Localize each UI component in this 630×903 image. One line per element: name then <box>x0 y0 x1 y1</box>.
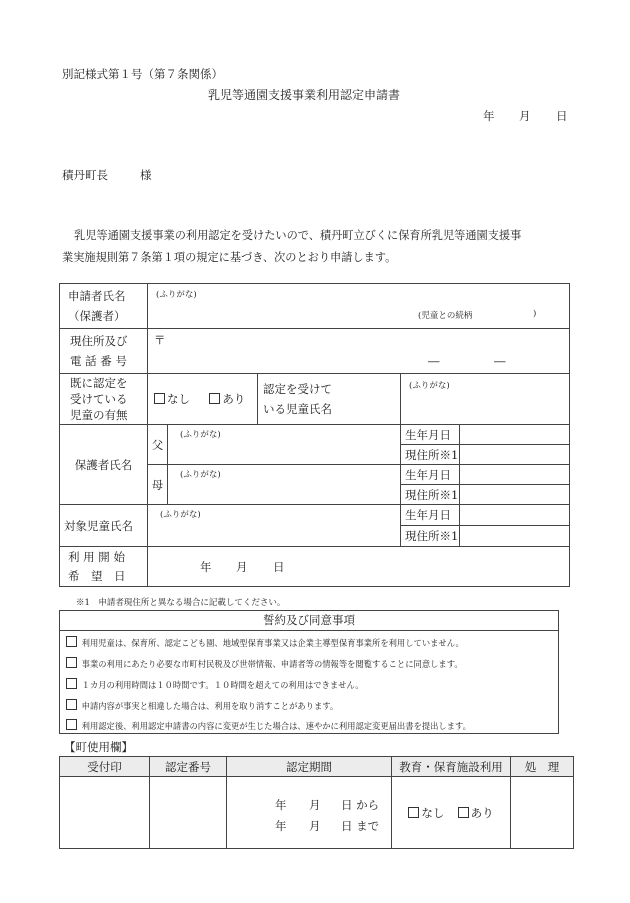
father-address-label: 現住所※1 <box>401 445 460 465</box>
phone-dash-2: ― <box>494 354 506 368</box>
period-from-day: 日 から <box>341 798 380 812</box>
date-day: 日 <box>556 109 568 123</box>
form-number: 別記様式第１号（第７条関係） <box>62 67 223 81</box>
pledge-item <box>66 636 464 649</box>
date-year: 年 <box>483 109 495 123</box>
start-day: 日 <box>273 560 285 574</box>
date-month: 月 <box>519 109 531 123</box>
office-use-label: 【町使用欄】 <box>64 740 133 754</box>
relation-open: (児童との続柄 <box>418 311 473 321</box>
period-from-month: 月 <box>309 798 321 812</box>
addressee-name: 積丹町長 <box>62 168 108 182</box>
cert-child-furigana: (ふりがな) <box>409 381 450 391</box>
period-from-year: 年 <box>275 798 287 812</box>
father-birthdate-field[interactable] <box>460 425 570 445</box>
cert-child-label-1: 認定を受けて <box>263 382 332 396</box>
phone-dash-1: ― <box>428 354 440 368</box>
header-cert-period: 認定期間 <box>227 757 392 777</box>
mother-address-label: 現住所※1 <box>401 485 460 505</box>
postal-mark: 〒 <box>154 333 166 347</box>
addressee-honorific: 様 <box>140 168 152 182</box>
start-month: 月 <box>236 560 248 574</box>
start-date-label-1: 利 用 開 始 <box>68 549 125 564</box>
target-child-birthdate-label: 生年月日 <box>401 505 460 526</box>
applicant-label-sub: （保護者） <box>68 309 126 323</box>
pledge-checkbox-3[interactable] <box>66 678 77 689</box>
mother-name-field[interactable] <box>168 465 401 505</box>
pledge-checkbox-2[interactable] <box>66 657 77 668</box>
cert-child-label-2: いる児童氏名 <box>263 402 332 416</box>
applicant-label: 申請者氏名 <box>68 289 126 303</box>
header-facility-use: 教育・保育施設利用 <box>392 757 511 777</box>
address-field[interactable] <box>148 329 570 374</box>
cert-choice-cell <box>148 374 258 425</box>
pledge-item <box>66 719 471 732</box>
cert-child-label-cell <box>258 374 401 425</box>
father-label: 父 <box>148 425 168 465</box>
cert-label-1: 既に認定を <box>70 376 128 390</box>
address-label: 現住所及び <box>70 334 128 348</box>
pledge-title: 誓約及び同意事項 <box>60 611 558 631</box>
applicant-label-cell <box>60 284 148 329</box>
header-cert-number: 認定番号 <box>150 757 227 777</box>
reception-stamp-field[interactable] <box>60 777 150 849</box>
cert-label-2: 受けている <box>70 392 128 406</box>
father-address-field[interactable] <box>460 445 570 465</box>
facility-use-field <box>392 777 511 849</box>
cert-exists-checkbox[interactable] <box>209 393 220 404</box>
start-date-field[interactable] <box>148 547 570 587</box>
application-table <box>59 283 570 587</box>
cert-exists-label: あり <box>222 392 246 406</box>
header-processing: 処 理 <box>511 757 574 777</box>
relation-close: ) <box>533 309 537 319</box>
applicant-name-field[interactable] <box>148 284 570 329</box>
pledge-item-text-2: 事業の利用にあたり必要な市町村民税及び世帯情報、申請者等の情報等を閲覧することに同意します。 <box>81 659 463 669</box>
phone-label: 電 話 番 号 <box>70 354 127 368</box>
pledge-item-text-5: 利用認定後、利用認定申請書の内容に変更が生じた場合は、速やかに利用認定変更届出書を提出します。 <box>81 721 471 731</box>
applicant-furigana: (ふりがな) <box>156 290 197 300</box>
cert-none-checkbox[interactable] <box>154 393 165 404</box>
cert-label-cell <box>60 374 148 425</box>
pledge-item-text-1: 利用児童は、保育所、認定こども園、地域型保育事業又は企業主導型保育事業所を利用していません。 <box>81 638 464 648</box>
intro-line-1: 乳児等通園支援事業の利用認定を受けたいので、積丹町立びくに保育所乳児等通園支援事 <box>74 229 522 242</box>
pledge-checkbox-4[interactable] <box>66 699 77 710</box>
target-child-name-field[interactable] <box>148 505 401 547</box>
processing-field[interactable] <box>511 777 574 849</box>
target-child-address-field[interactable] <box>460 526 570 547</box>
guardian-label-cell: 保護者氏名 <box>60 425 148 505</box>
form-title: 乳児等通園支援事業利用認定申請書 <box>208 88 401 102</box>
pledge-item <box>66 657 463 670</box>
pledge-item <box>66 699 338 712</box>
father-furigana: (ふりがな) <box>180 430 221 440</box>
period-to-year: 年 <box>275 819 287 833</box>
intro-line-2: 業実施規則第７条第１項の規定に基づき、次のとおり申請します。 <box>62 251 397 264</box>
facility-none-checkbox[interactable] <box>408 807 419 818</box>
cert-label-3: 児童の有無 <box>70 408 128 422</box>
facility-none-label: なし <box>421 805 445 820</box>
office-use-table <box>59 756 574 849</box>
mother-furigana: (ふりがな) <box>180 470 221 480</box>
target-child-address-label: 現住所※1 <box>401 526 460 547</box>
mother-birthdate-label: 生年月日 <box>401 465 460 485</box>
target-child-furigana: (ふりがな) <box>160 510 201 520</box>
footnote: ※1 申請者現住所と異なる場合に記載してください。 <box>76 598 286 608</box>
mother-address-field[interactable] <box>460 485 570 505</box>
mother-birthdate-field[interactable] <box>460 465 570 485</box>
period-to-month: 月 <box>309 819 321 833</box>
cert-period-field[interactable] <box>227 777 392 849</box>
start-year: 年 <box>200 560 212 574</box>
pledge-item <box>66 678 364 691</box>
pledge-item-text-3: １カ月の利用時間は１０時間です。１０時間を超えての利用はできません。 <box>81 680 364 690</box>
header-reception-stamp: 受付印 <box>60 757 150 777</box>
cert-child-name-field[interactable] <box>401 374 570 425</box>
cert-number-field[interactable] <box>150 777 227 849</box>
target-child-label-cell: 対象児童氏名 <box>60 505 148 547</box>
pledge-box <box>59 610 559 734</box>
start-date-label-cell <box>60 547 148 587</box>
pledge-checkbox-1[interactable] <box>66 636 77 647</box>
facility-exists-checkbox[interactable] <box>458 807 469 818</box>
start-date-label-2: 希 望 日 <box>68 568 126 583</box>
cert-none-label: なし <box>167 392 190 406</box>
father-name-field[interactable] <box>168 425 401 465</box>
mother-label: 母 <box>148 465 168 505</box>
pledge-checkbox-5[interactable] <box>66 719 77 730</box>
period-to-day: 日 まで <box>341 819 380 833</box>
pledge-item-text-4: 申請内容が事実と相違した場合は、利用を取り消すことがあります。 <box>81 701 339 711</box>
father-birthdate-label: 生年月日 <box>401 425 460 445</box>
target-child-birthdate-field[interactable] <box>460 505 570 526</box>
address-label-cell <box>60 329 148 374</box>
facility-exists-label: あり <box>470 805 494 820</box>
